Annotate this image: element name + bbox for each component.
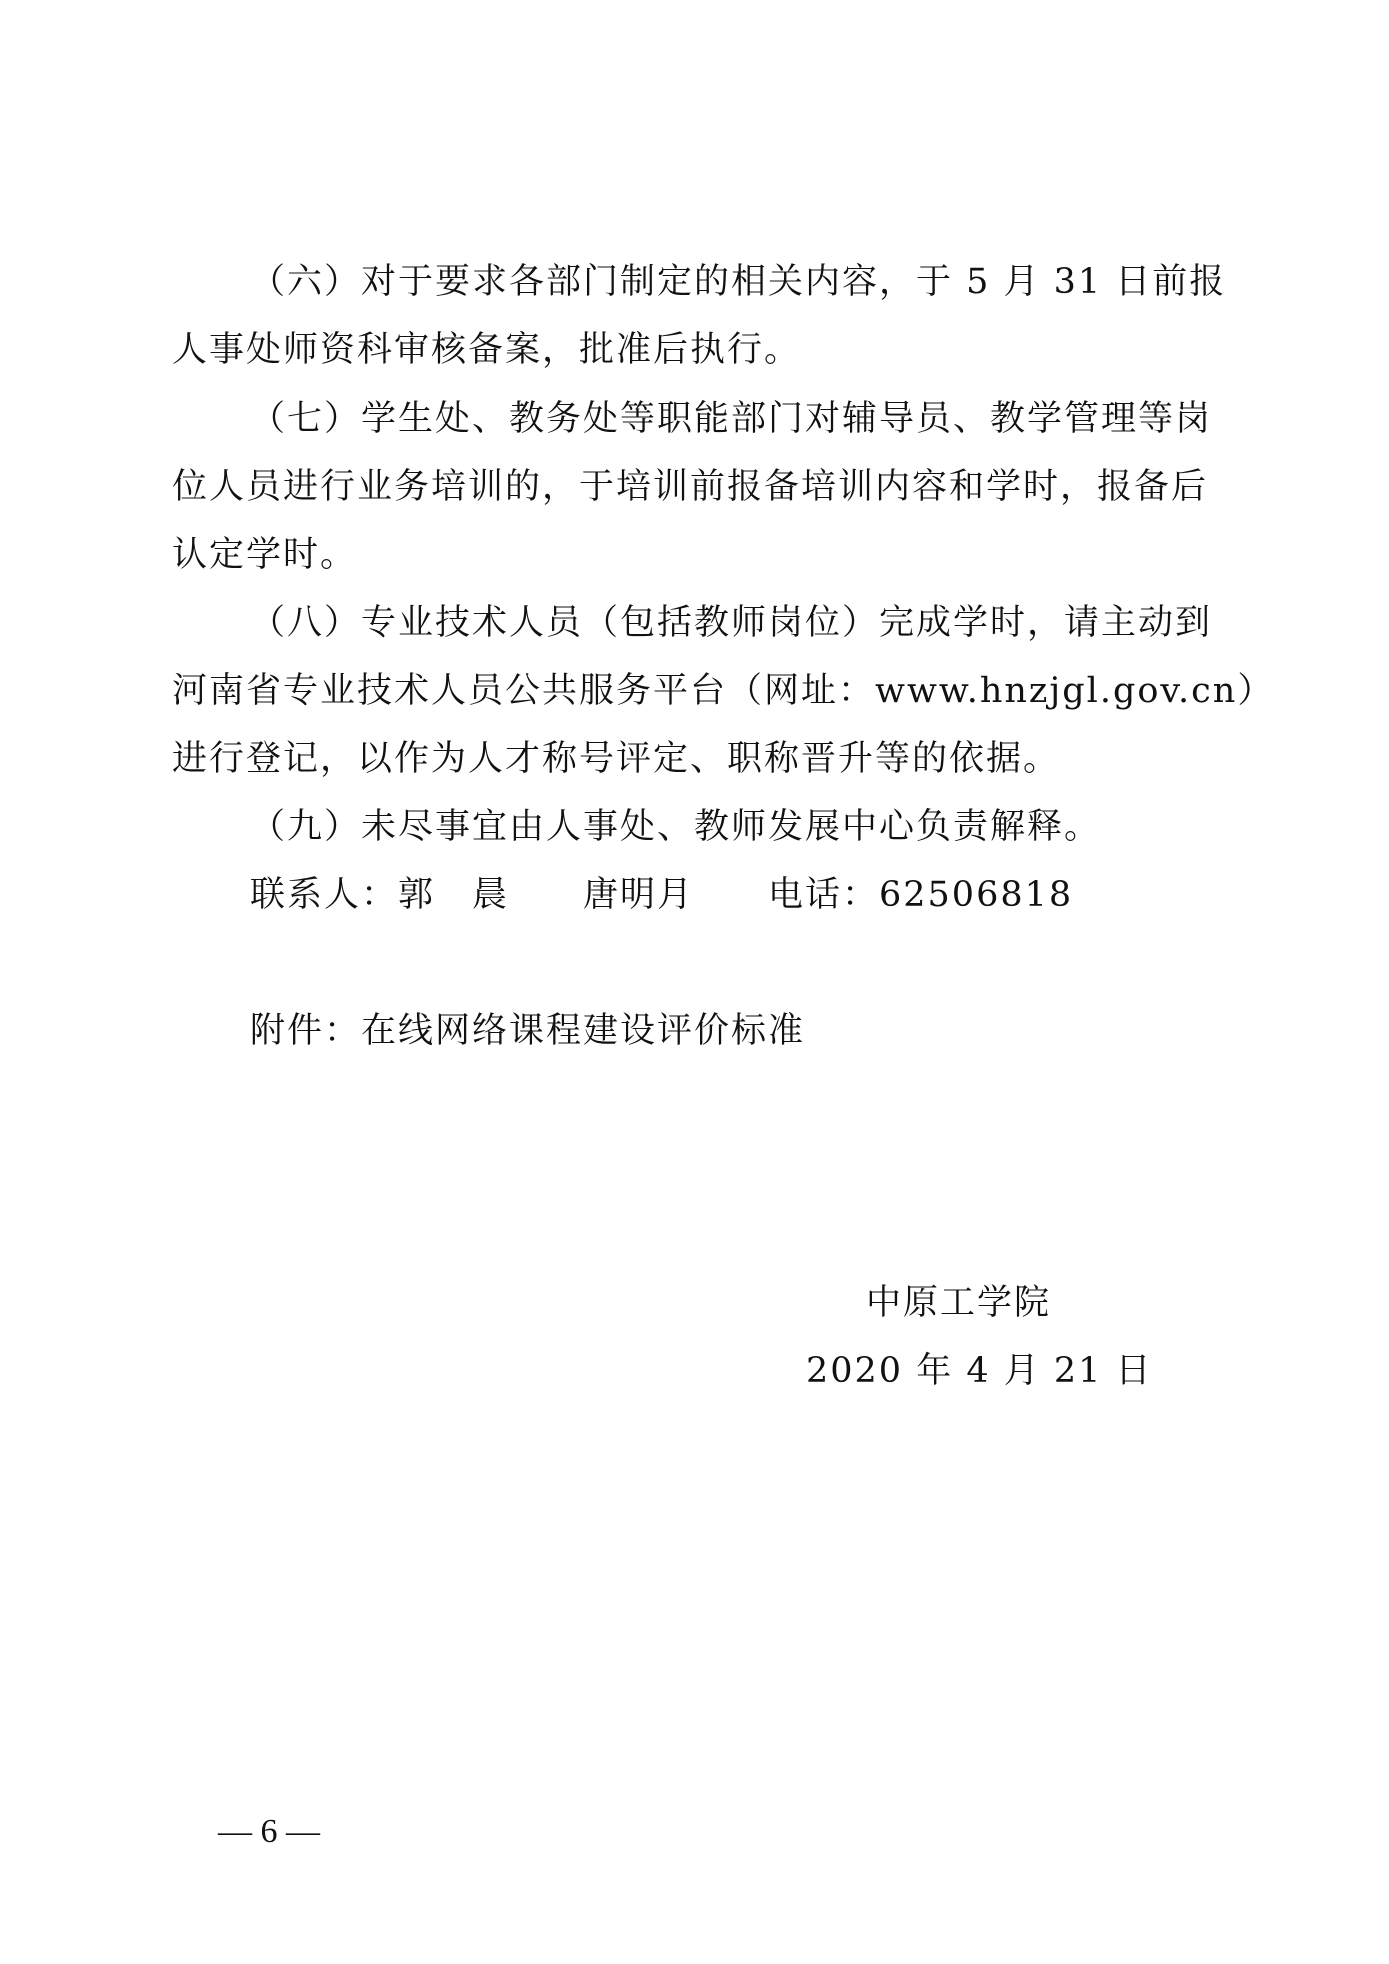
page-number: — 6 — [218,1813,320,1850]
paragraph-six-line-1: （六）对于要求各部门制定的相关内容，于 5 月 31 日前报 [250,262,1227,302]
paragraph-seven-line-1: （七）学生处、教务处等职能部门对辅导员、教学管理等岗 [250,399,1213,439]
paragraph-eight-line-2: 河南省专业技术人员公共服务平台（网址：www.hnzjgl.gov.cn） [172,671,1275,711]
signature-organization: 中原工学院 [866,1283,1052,1323]
paragraph-eight-line-1: （八）专业技术人员（包括教师岗位）完成学时，请主动到 [250,603,1213,643]
contact-line: 联系人：郭 晨 唐明月 电话：62506818 [250,875,1074,915]
paragraph-seven-line-2: 位人员进行业务培训的，于培训前报备培训内容和学时，报备后 [172,467,1209,507]
paragraph-six-line-2: 人事处师资科审核备案，批准后执行。 [172,330,802,370]
paragraph-nine: （九）未尽事宜由人事处、教师发展中心负责解释。 [250,807,1102,847]
signature-date: 2020 年 4 月 21 日 [806,1351,1153,1391]
paragraph-eight-line-3: 进行登记，以作为人才称号评定、职称晋升等的依据。 [172,739,1061,779]
attachment-line: 附件：在线网络课程建设评价标准 [250,1011,806,1051]
paragraph-seven-line-3: 认定学时。 [172,535,358,575]
